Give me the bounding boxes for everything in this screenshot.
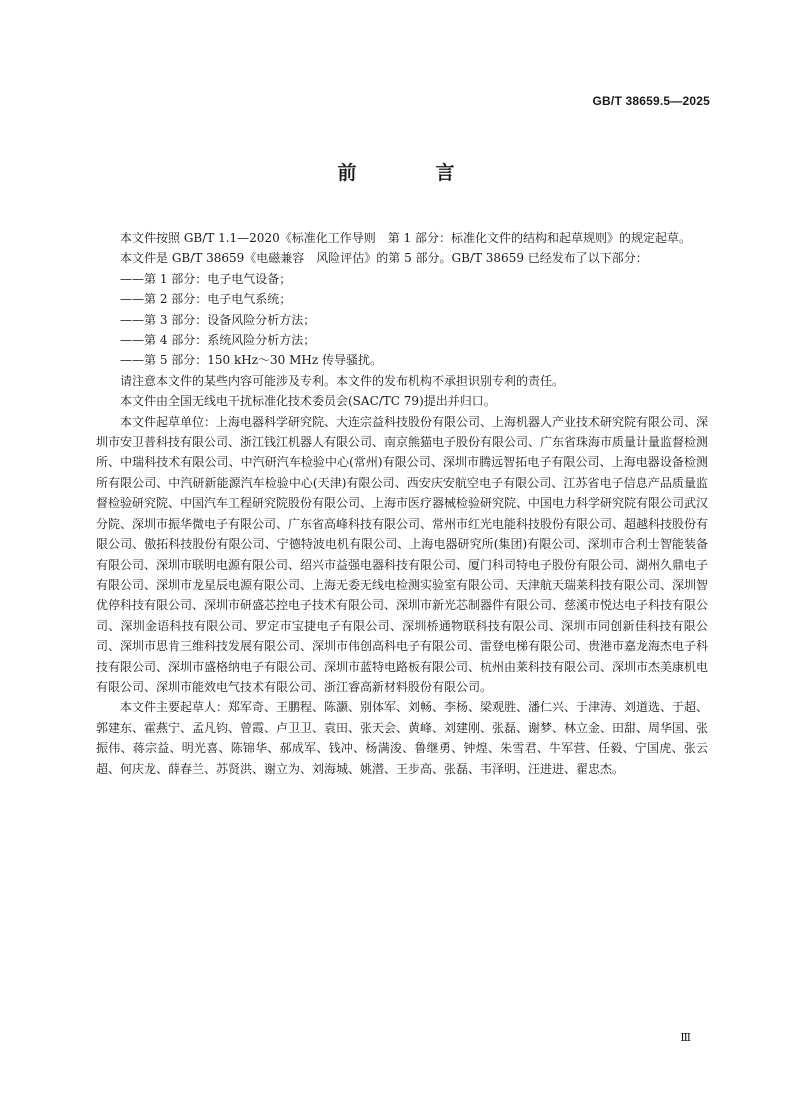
- page-title: 前 言: [337, 162, 485, 184]
- list-item-part-5: ——第 5 部分：150 kHz～30 MHz 传导骚扰。: [120, 353, 383, 368]
- paragraph-series-intro: 本文件是 GB/T 38659《电磁兼容 风险评估》的第 5 部分。GB/T 38659 已经发布了以下部分：: [120, 251, 648, 266]
- list-item-part-4: ——第 4 部分：系统风险分析方法；: [120, 333, 316, 348]
- paragraph-drafters: 本文件主要起草人：郑军奇、王鹏程、陈灏、别体军、刘畅、李杨、梁观胜、潘仁兴、于津涛、刘道选、于超、郭建东、霍燕宁、孟凡钧、曾霞、卢卫卫、袁田、张天会、黄峰、刘建刚、张磊、谢梦、林立金、田甜、周华国、张振伟、蒋宗益、明光喜、陈锦华、郝成军、钱冲、杨满浚、鲁继勇、钟煌、朱雪君、牛军营、任毅、宁国虎、张云超、何庆龙、薛春兰、苏贤洪、谢立为、刘海城、姚潜、王步高、张磊、韦泽明、汪进进、翟忠杰。: [96, 700, 709, 776]
- paragraph-drafting-rules: 本文件按照 GB/T 1.1—2020《标准化工作导则 第 1 部分：标准化文件的结构和起草规则》的规定起草。: [120, 231, 691, 245]
- paragraph-proposer: 本文件由全国无线电干扰标准化技术委员会(SAC/TC 79)提出并归口。: [120, 394, 496, 409]
- list-item-part-3: ——第 3 部分：设备风险分析方法；: [120, 312, 316, 327]
- list-item-part-1: ——第 1 部分：电子电气设备；: [120, 271, 292, 286]
- paragraph-drafting-organizations: 本文件起草单位：上海电器科学研究院、大连宗益科技股份有限公司、上海机器人产业技术研究院有限公司、深圳市安卫普科技有限公司、浙江钱江机器人有限公司、南京熊猫电子股份有限公司、广东省珠海市质量计量监督检测所、中瑞科技术有限公司、中汽研汽车检验中心(常州)有限公司、深圳市腾远智拓电子有限公司、上海电器设备检测所有限公司、中汽研新能源汽车检验中心(天津)有限公司、西安庆安航空电子有限公司、江苏省电子信息产品质量监督检验研究院、中国汽车工程研究院股份有限公司、上海市医疗器械检验研究院、中国电力科学研究院有限公司武汉分院、深圳市振华微电子有限公司、广东省高峰科技有限公司、常州市红光电能科技股份有限公司、超越科技股份有限公司、傲拓科技股份有限公司、宁德特波电机有限公司、上海电器研究所(集团)有限公司、深圳市合利士智能装备有限公司、深圳市联明电源有限公司、绍兴市益强电器科技有限公司、厦门科司特电子股份有限公司、湖州久鼎电子有限公司、深圳市龙星辰电源有限公司、上海无委无线电检测实验室有限公司、天津航天瑞莱科技有限公司、深圳智优停科技有限公司、深圳市研盛芯控电子技术有限公司、深圳市新光芯制器件有限公司、慈溪市悦达电子科技有限公司、深圳金语科技有限公司、罗定市宝捷电子有限公司、深圳桥通物联科技有限公司、深圳市同创新佳科技有限公司、深圳市思肯三维科技发展有限公司、深圳市伟创高科电子有限公司、雷登电梯有限公司、贵港市嘉龙海杰电子科技有限公司、深圳市盛格纳电子有限公司、深圳市蓝特电路板有限公司、杭州由莱科技有限公司、深圳市杰美康机电有限公司、深圳市能效电气技术有限公司、浙江睿高新材料股份有限公司。: [96, 414, 709, 694]
- paragraph-patent-notice: 请注意本文件的某些内容可能涉及专利。本文件的发布机构不承担识别专利的责任。: [120, 373, 565, 388]
- page-number: Ⅲ: [680, 1031, 690, 1044]
- list-item-part-2: ——第 2 部分：电子电气系统；: [120, 292, 292, 307]
- standard-code: GB/T 38659.5—2025: [592, 94, 710, 108]
- document-body: [96, 228, 708, 779]
